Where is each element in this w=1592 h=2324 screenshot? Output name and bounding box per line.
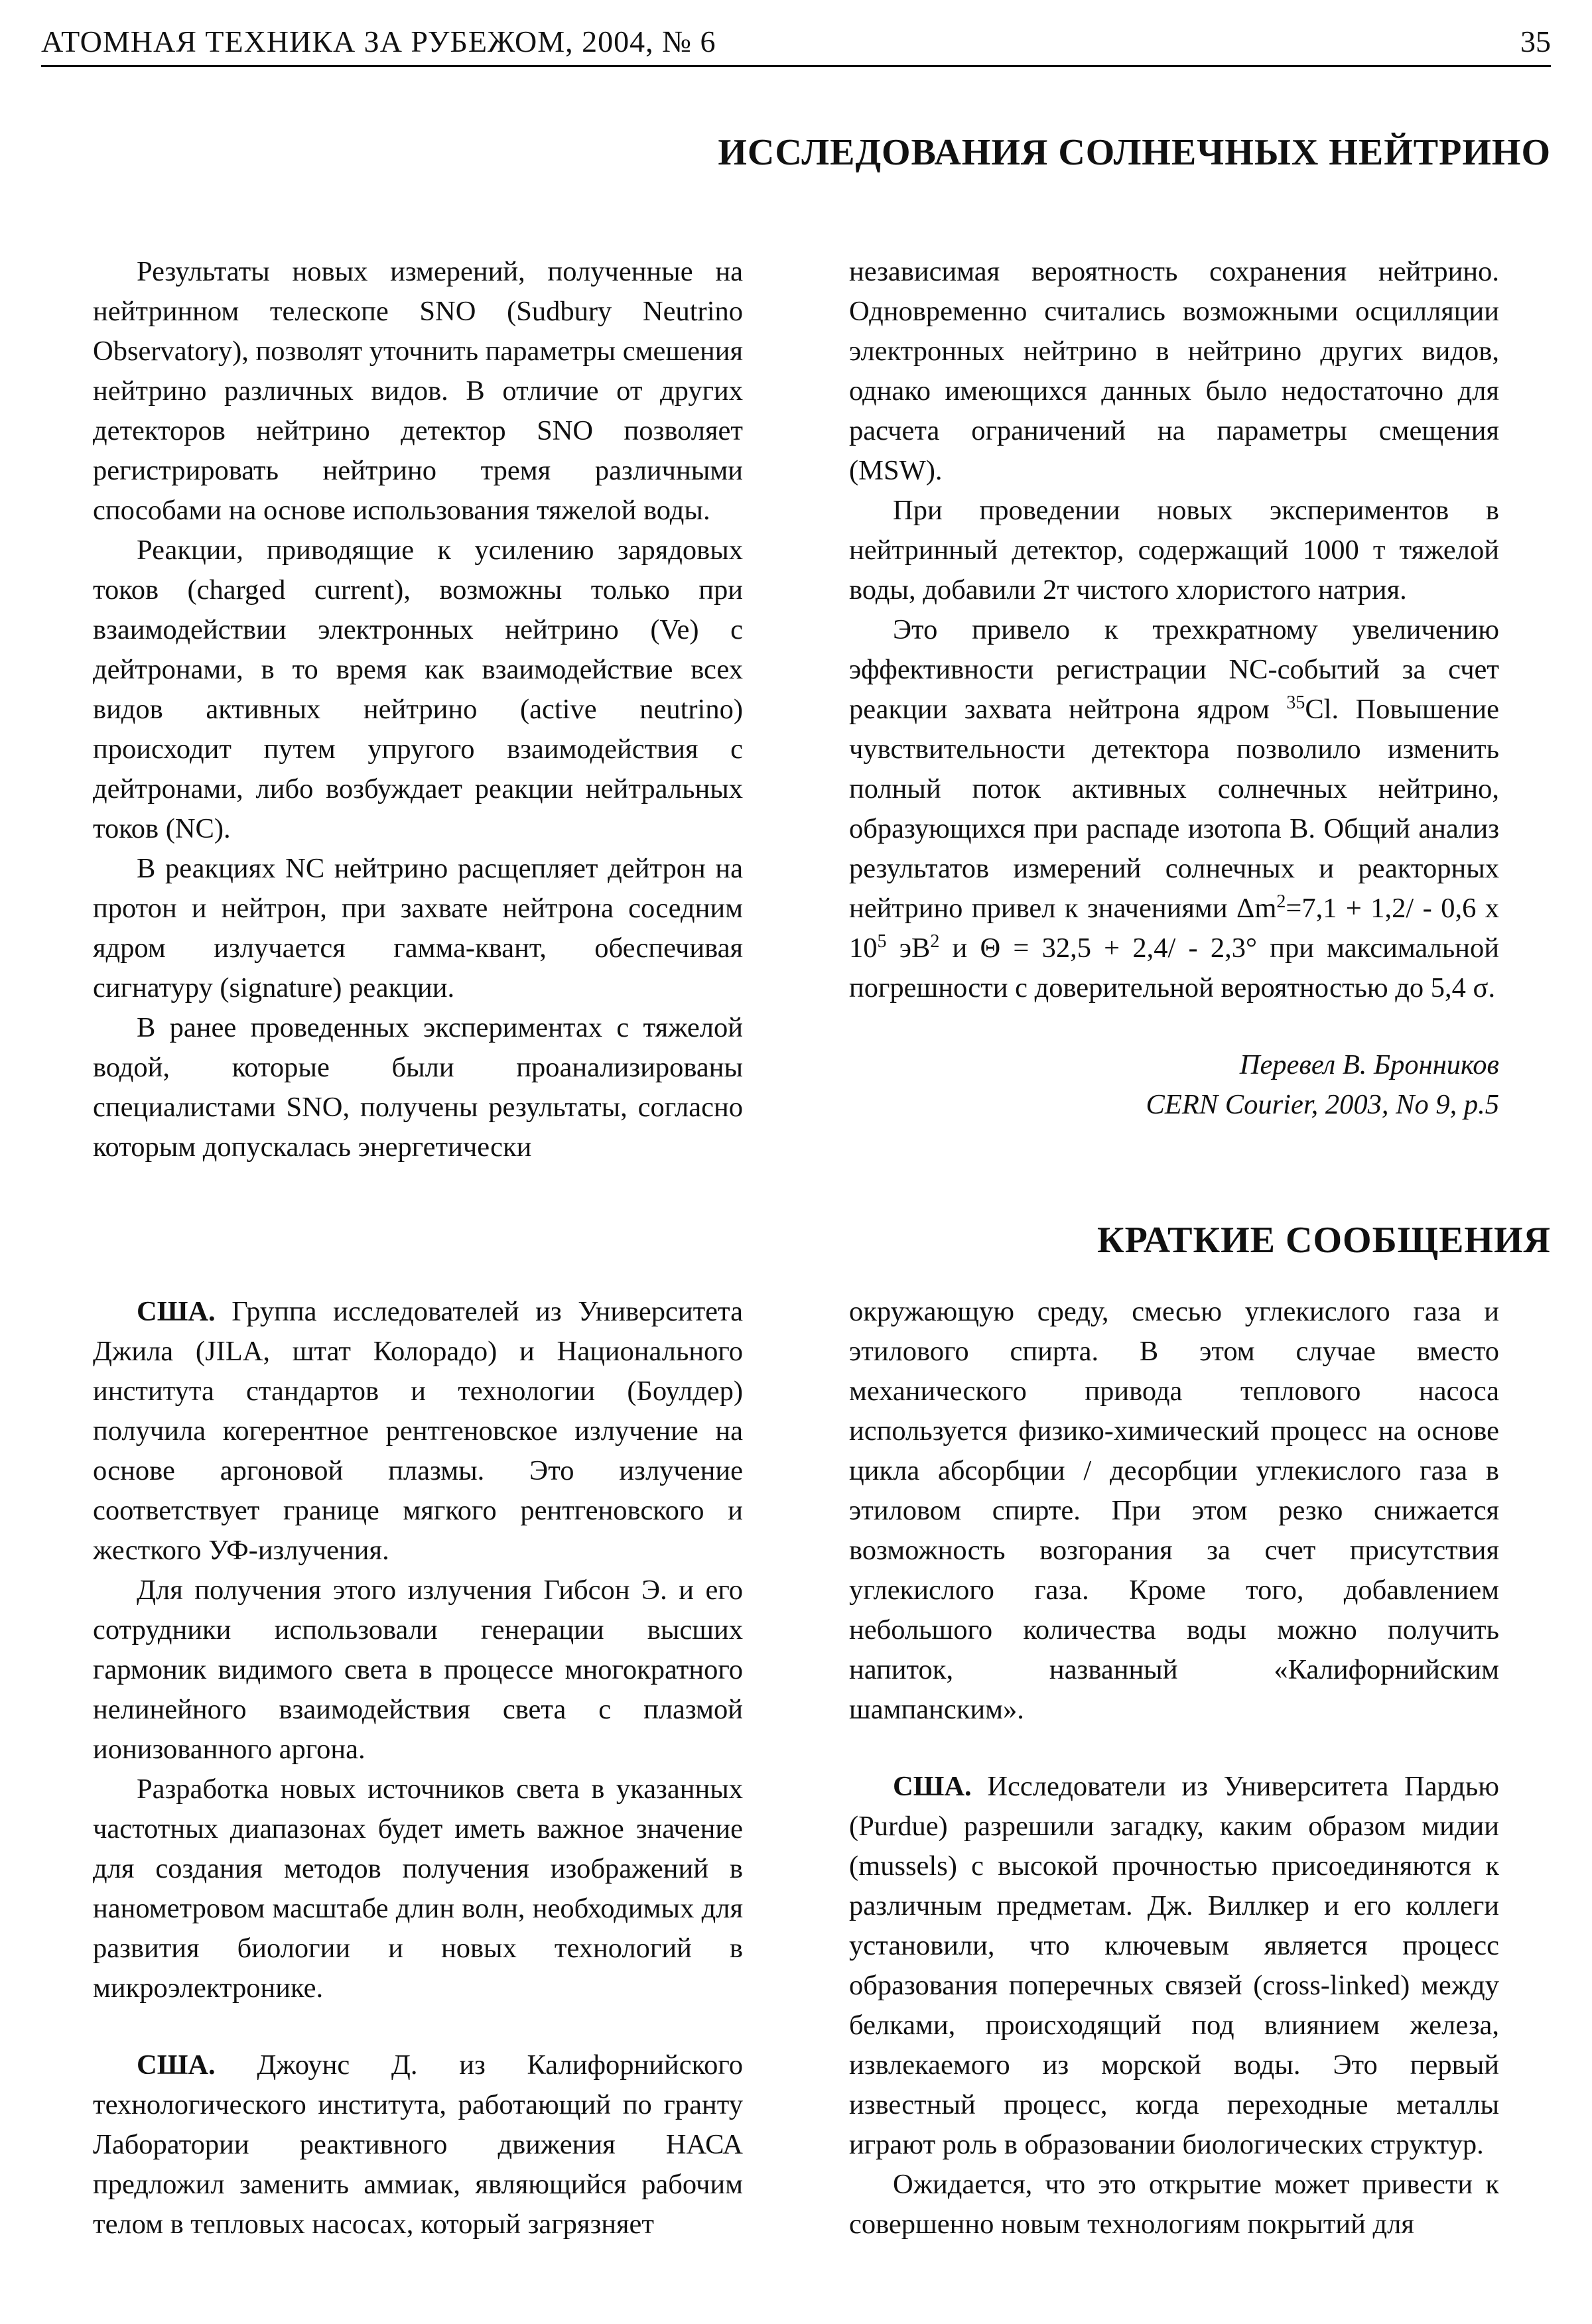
translator: Перевел В. Бронников: [1239, 1049, 1499, 1080]
brief-news-right-column: [849, 1292, 1499, 2313]
text: Исследователи из Университета Пардью (Purdue) разрешили загадку, каким образом мидии (mussels) с высокой прочностью присоединяются к различным предметам. Дж. Виллкер и его коллеги установили, что ключевым является процесс образования поперечных связей (cross-linked) между белками, происходящий под влиянием железа, извлекаемого из морской воды. Это первый известный процесс, когда переходные металлы играют роль в образовании биологических структур.: [849, 1771, 1499, 2160]
section-title-brief-news: КРАТКИЕ СООБЩЕНИЯ: [1096, 1220, 1551, 1261]
country-lead: США.: [137, 2049, 216, 2081]
article1-right-column: [849, 252, 1499, 1227]
paragraph: В реакциях NC нейтрино расщепляет дейтрон на протон и нейтрон, при захвате нейтрона соседним ядром излучается гамма-квант, обеспечивая сигнатуру (signature) реакции.: [93, 853, 743, 1003]
paragraph: Ожидается, что это открытие может привести к совершенно новым технологиям покрытий для: [849, 2169, 1499, 2240]
superscript: 5: [877, 931, 887, 952]
news-item-usa-3: [849, 1767, 1499, 2165]
news-item-usa-2: [93, 2045, 743, 2244]
credits: [849, 1045, 1499, 1125]
running-header: [41, 19, 1551, 67]
country-lead: США.: [893, 1771, 972, 1802]
source-citation: CERN Courier, 2003, No 9, p.5: [1146, 1089, 1499, 1120]
text: Cl. Повышение чувствительности детектора позволило изменить полный поток активных солнечных нейтрино, образующихся при распаде изотопа B. Общий анализ результатов измерений солнечных и реакторных нейтрино привел к значениями Δm: [849, 694, 1499, 924]
paragraph: В ранее проведенных экспериментах с тяжелой водой, которые были проанализированы специалистами SNO, получены результаты, согласно которым допускалась энергетически: [93, 1012, 743, 1163]
text: Группа исследователей из Университета Джила (JILA, штат Колорадо) и Национального института стандартов и технологии (Боулдер) получила когерентное рентгеновское излучение на основе аргоновой плазмы. Это излучение соответствует границе мягкого рентгеновского и жесткого УФ-излучения.: [93, 1296, 743, 1566]
paragraph: При проведении новых экспериментов в нейтринный детектор, содержащий 1000 т тяжелой воды, добавили 2т чистого хлористого натрия.: [849, 495, 1499, 606]
paragraph: Для получения этого излучения Гибсон Э. и его сотрудники использовали генерации высших гармоник видимого света в процессе многократного нелинейного взаимодействия света с плазмой ионизованного аргона.: [93, 1575, 743, 1765]
paragraph: Реакции, приводящие к усилению зарядовых токов (charged current), возможны только при взаимодействии электронных нейтрино (Ve) с дейтронами, в то время как взаимодействие всех видов активных нейтрино (active neutrino) происходит путем упругого взаимодействия с дейтронами, либо возбуждает реакции нейтральных токов (NC).: [93, 535, 743, 844]
text: и Θ = 32,5 + 2,4/ - 2,3° при максимальной погрешности с доверительной вероятностью до 5,4 σ.: [849, 933, 1499, 1003]
text: Джоунс Д. из Калифорнийского технологического института, работающий по гранту Лаборатории реактивного движения НАСА предложил заменить аммиак, являющийся рабочим телом в тепловых насосах, который загрязняет: [93, 2049, 743, 2240]
text: эВ: [886, 933, 931, 964]
page-number: 35: [1520, 25, 1551, 58]
article-title-solar-neutrino: ИССЛЕДОВАНИЯ СОЛНЕЧНЫХ НЕЙТРИНО: [718, 132, 1551, 173]
superscript: 2: [930, 931, 940, 952]
superscript: 2: [1276, 891, 1286, 912]
article1-left-column: [93, 252, 743, 1227]
paragraph: Результаты новых измерений, полученные на нейтринном телескопе SNO (Sudbury Neutrino Observatory), позволят уточнить параметры смешения нейтрино различных видов. В отличие от других детекторов нейтрино детектор SNO позволяет регистрировать нейтрино тремя различными способами на основе использования тяжелой воды.: [93, 256, 743, 526]
text: Это привело к трехкратному увеличению эффективности регистрации NC-событий за счет реакции захвата нейтрона ядром: [849, 614, 1499, 725]
paragraph-results: [849, 610, 1499, 1008]
news-item-usa-1: [93, 1292, 743, 1571]
superscript: 35: [1286, 692, 1305, 713]
brief-news-left-column: [93, 1292, 743, 2313]
text: =7,1 + 1,2/ - 0,6 х 10: [849, 893, 1499, 964]
paragraph: окружающую среду, смесью углекислого газа и этилового спирта. В этом случае вместо механического привода теплового насоса используется физико-химический процесс на основе цикла абсорбции / десорбции углекислого газа в этиловом спирте. При этом резко снижается возможность возгорания за счет присутствия углекислого газа. Кроме того, добавлением небольшого количества воды можно получить напиток, названный «Калифорнийским шампанским».: [849, 1296, 1499, 1725]
paragraph: Разработка новых источников света в указанных частотных диапазонах будет иметь важное значение для создания методов получения изображений в нанометровом масштабе длин волн, необходимых для развития биологии и новых технологий в микроэлектронике.: [93, 1774, 743, 2004]
paragraph: независимая вероятность сохранения нейтрино. Одновременно считались возможными осцилляции электронных нейтрино в нейтрино других видов, однако имеющихся данных было недостаточно для расчета ограничений на параметры смещения (MSW).: [849, 256, 1499, 486]
journal-title: АТОМНАЯ ТЕХНИКА ЗА РУБЕЖОМ, 2004, № 6: [41, 25, 716, 58]
country-lead: США.: [137, 1296, 216, 1327]
